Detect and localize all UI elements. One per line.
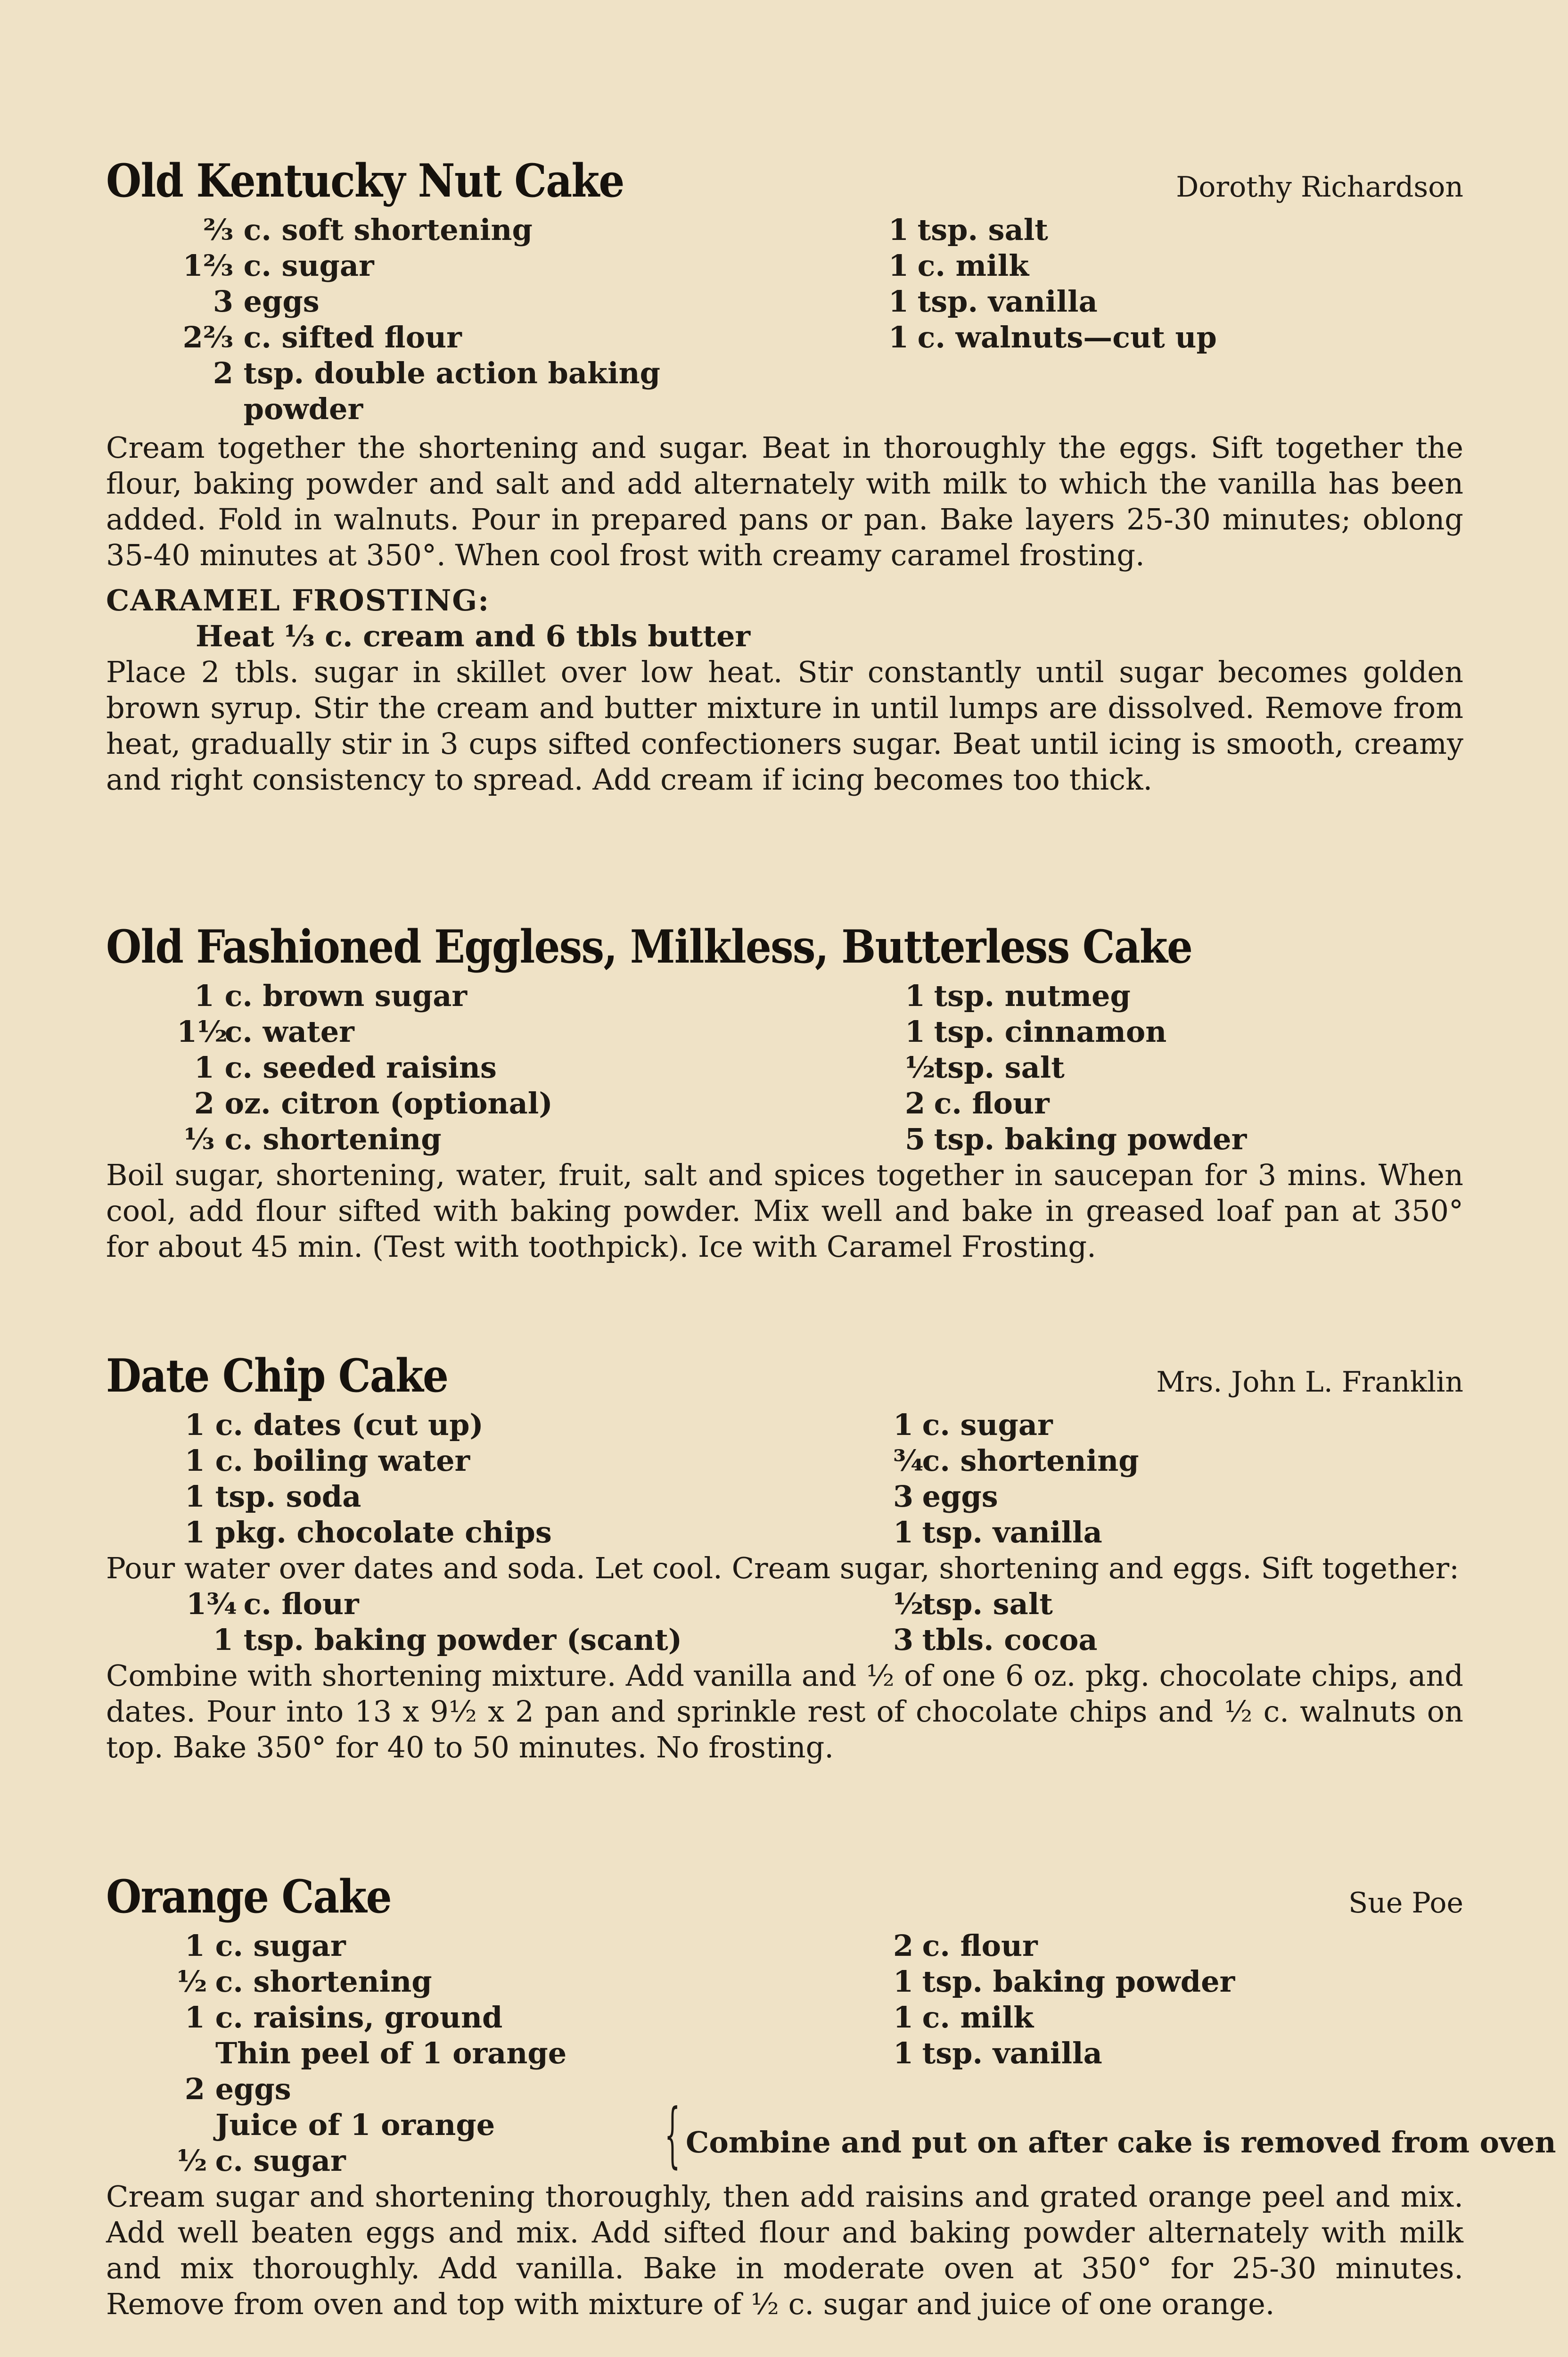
ingredient-item: 1 tsp. vanilla — [893, 2036, 1102, 2070]
ingredient-item: powder — [243, 392, 363, 426]
ingredient-item: 2 tsp. double action baking — [213, 356, 660, 390]
ingredient-item: 1 c. boiling water — [184, 1443, 470, 1478]
ingredient-item: 1 tsp. baking powder — [893, 1964, 1235, 1999]
ingredient-item: ⅔ c. soft shortening — [203, 213, 533, 247]
recipe-old-kentucky-nut-cake — [106, 151, 1463, 798]
ingredient-item: 1 c. milk — [888, 248, 1029, 283]
ingredient-item: 1 c. walnuts—cut up — [888, 320, 1217, 354]
ingredient-list — [106, 1407, 1463, 1550]
recipe-title: Old Fashioned Eggless, Milkless, Butterless Cake — [106, 920, 1192, 973]
ingredient-item: 1 tsp. soda — [184, 1479, 361, 1514]
ingredient-item: 1 tsp. nutmeg — [905, 979, 1131, 1013]
brace-symbol: { — [665, 2094, 681, 2176]
ingredient-item: 2⅔ c. sifted flour — [182, 320, 462, 354]
ingredient-item: 2 eggs — [184, 2072, 291, 2106]
ingredient-item: 1 tsp. cinnamon — [905, 1014, 1167, 1049]
ingredient-item: ⅓ c. shortening — [184, 1122, 442, 1156]
ingredient-item: ½ tsp. salt — [905, 1050, 1065, 1085]
ingredient-item: 3 eggs — [893, 1479, 998, 1514]
recipe-date-chip-cake — [106, 1346, 1463, 1765]
recipe-header — [106, 1867, 1463, 1928]
recipe-header — [106, 1346, 1463, 1407]
ingredient-item: 1 c. sugar — [893, 1408, 1053, 1442]
ingredient-item: Juice of 1 orange — [215, 2108, 495, 2142]
ingredient-item: 2 c. flour — [905, 1086, 1050, 1121]
recipe-directions: Cream together the shortening and sugar. Beat in thoroughly the eggs. Sift together the flour, baking powder and salt and add alternately with milk to which the vanilla has been added. Fold in walnuts. Pour in prepared pans or pan. Bake layers 25-30 minutes; oblong 35-40 minutes at 350°. When cool frost with creamy caramel frosting. — [106, 430, 1463, 572]
recipe-eggless-cake — [106, 917, 1463, 1265]
ingredient-item: ½ c. sugar — [177, 2143, 346, 2178]
ingredient-item: 1 c. brown sugar — [194, 979, 468, 1013]
ingredient-item: 2 c. flour — [893, 1928, 1038, 1963]
ingredient-list — [106, 212, 1463, 430]
ingredient-item: 1 tsp. vanilla — [893, 1515, 1102, 1549]
ingredient-item: 1 pkg. chocolate chips — [184, 1515, 552, 1549]
frosting-heading: CARAMEL FROSTING: — [106, 583, 490, 618]
recipe-directions-continued: Combine with shortening mixture. Add vanilla and ½ of one 6 oz. pkg. chocolate chips, and dates. Pour into 13 x 9½ x 2 pan and sprinkle rest of chocolate chips and ½ c. walnuts on top. Bake 350° for 40 to 50 minutes. No frosting. — [106, 1658, 1463, 1764]
ingredient-item: 1 c. milk — [893, 2000, 1034, 2035]
ingredient-item: 1 c. sugar — [184, 1928, 346, 1963]
ingredient-item: 1 tsp. salt — [888, 213, 1048, 247]
ingredient-item: ½ tsp. salt — [893, 1587, 1053, 1621]
recipe-title: Old Kentucky Nut Cake — [106, 154, 624, 207]
recipe-directions: Boil sugar, shortening, water, fruit, salt and spices together in saucepan for 3 mins. When cool, add flour sifted with baking powder. Mix well and bake in greased loaf pan at 350° for about 45 min. (Test with toothpick). Ice with Caramel Frosting. — [106, 1158, 1463, 1264]
recipe-author: Dorothy Richardson — [1176, 171, 1463, 204]
recipe-directions: Pour water over dates and soda. Let cool. Cream sugar, shortening and eggs. Sift together: — [106, 1551, 1460, 1585]
recipe-author: Sue Poe — [1348, 1887, 1463, 1920]
frosting-directions: Place 2 tbls. sugar in skillet over low heat. Stir constantly until sugar becomes golden brown syrup. Stir the cream and butter mixture in until lumps are dissolved. Remove from heat, gradually stir in 3 cups sifted confectioners sugar. Beat until icing is smooth, creamy and right consistency to spread. Add cream if icing becomes too thick. — [106, 655, 1463, 797]
recipe-directions: Cream sugar and shortening thoroughly, then add raisins and grated orange peel and mix. Add well beaten eggs and mix. Add sifted flour and baking powder alternately with milk and mix thoroughly. Add vanilla. Bake in moderate oven at 350° for 25-30 minutes. Remove from oven and top with mixture of ½ c. sugar and juice of one orange. — [106, 2179, 1463, 2321]
ingredient-item: 1 c. raisins, ground — [184, 2000, 503, 2035]
ingredient-item: 2 oz. citron (optional) — [194, 1086, 553, 1121]
recipe-author: Mrs. John L. Franklin — [1156, 1366, 1463, 1399]
ingredient-item: 1½ c. water — [177, 1014, 354, 1049]
ingredient-item: 1 c. seeded raisins — [194, 1050, 497, 1085]
recipe-title: Date Chip Cake — [106, 1349, 448, 1402]
ingredient-item: 1¾ c. flour — [186, 1587, 359, 1621]
ingredient-item: 5 tsp. baking powder — [905, 1122, 1247, 1156]
ingredient-list — [106, 978, 1463, 1157]
ingredient-item: 1⅔ c. sugar — [182, 248, 374, 283]
recipe-title: Orange Cake — [106, 1870, 391, 1923]
ingredient-item: 1 tsp. baking powder (scant) — [213, 1623, 682, 1657]
ingredient-item: 3 eggs — [213, 284, 320, 319]
ingredient-item: 1 c. dates (cut up) — [184, 1408, 484, 1442]
ingredient-item: ¾ c. shortening — [893, 1443, 1139, 1478]
ingredient-item: 3 tbls. cocoa — [893, 1623, 1098, 1657]
recipe-orange-cake — [106, 1867, 1556, 2322]
frosting-ingredient-line: Heat ⅓ c. cream and 6 tbls butter — [196, 619, 751, 653]
sift-ingredient-list — [106, 1586, 1463, 1658]
ingredient-item: 1 tsp. vanilla — [888, 284, 1098, 319]
recipe-header — [106, 151, 1463, 212]
topping-note: Combine and put on after cake is removed from oven — [686, 2125, 1556, 2159]
ingredient-item: ½ c. shortening — [177, 1964, 432, 1999]
ingredient-list — [106, 1928, 1556, 2179]
ingredient-item: Thin peel of 1 orange — [215, 2036, 567, 2070]
recipe-header — [106, 917, 1463, 978]
